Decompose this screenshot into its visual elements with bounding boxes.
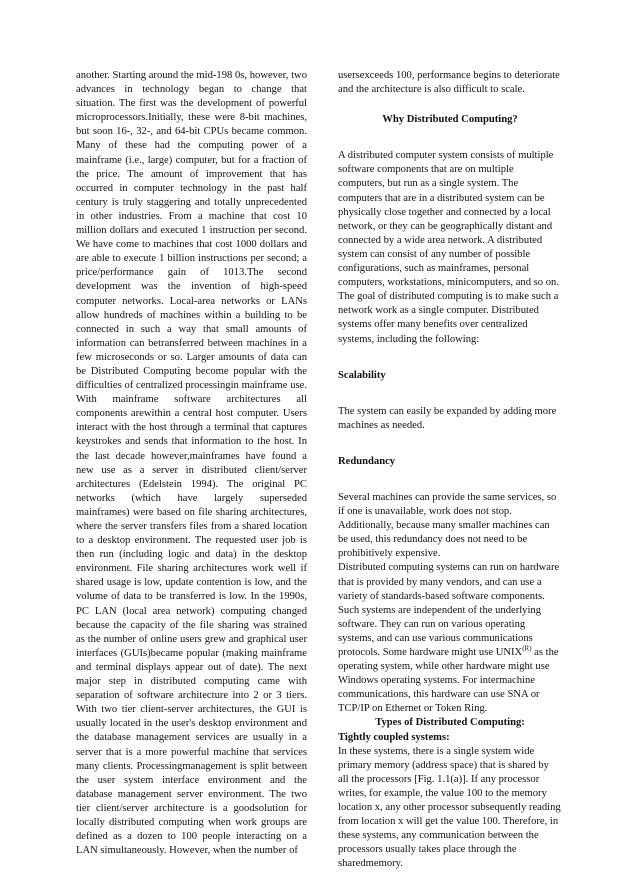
section-heading-scalability: Scalability xyxy=(338,369,386,381)
section-heading-types: Types of Distributed Computing: xyxy=(375,717,525,729)
body-paragraph: another. Starting around the mid-198 0s, however, two advances in technology began to change that situation. The first was the development of powerful microprocessors.Initially, these were 8-bit machines, but soon 16-, 32-, and 64-bit CPUs became common. Many of these had the computing power of a mainframe (i.e., large) computer, but for a fraction of the price. The amount of improvement that has occurred in computer technology in the past half century is truly staggering and totally unprecedented in other industries. From a machine that cost 10 million dollars and executed 1 instruction per second. We have come to machines that cost 1000 dollars and are able to execute 1 billion instructions per second; a price/performance gain of 1013.The second development was the invention of high-speed computer networks. Local-area networks or LANs allow hundreds of machines within a building to be connected in such a way that small amounts of information can betransferred between machines in a few microseconds or so. Larger amounts of data can be Distributed Computing become popular with the difficulties of centralized processingin mainframe use. With mainframe software architectures all components arewithin a central host computer. Users interact with the host through a terminal that captures keystrokes and sends that information to the host. In the last decade however,mainframes have found a new use as a server in distributed client/server architectures (Edelstein 1994). The original PC networks (which have largely superseded mainframes) were based on file sharing architectures, where the server transfers files from a shared location to a desktop environment. The requested user job is then run (including logic and data) in the desktop environment. File sharing architectures work well if shared usage is low, update contention is low, and the volume of data to be transferred is low. In the 1990s, PC LAN (local area network) computing changed because the capacity of the file sharing was strained as the number of online users grew and graphical user interfaces (GUIs)became popular (making mainframe and terminal displays appear out of date). The next major step in distributed computing came with separation of software architecture into 2 or 3 tiers. With two tier client-server architectures, the GUI is usually located in the user's desktop environment and the database management services are usually in a server that is a more powerful machine that services many clients. Processingmanagement is split between the user system interface environment and the database management server environment. The two tier client/server architecture is a goodsolution for locally distributed computing when work groups are defined as a dozen to 100 people interacting on a LAN simultaneously. However, when the number of xyxy=(76,70,307,857)
subheading-tightly-coupled: Tightly coupled systems: xyxy=(338,731,450,743)
right-column xyxy=(338,69,562,872)
tightly-coupled-paragraph: In these systems, there is a single system wide primary memory (address space) that is shared by all the processors [Fig. 1.1(a)]. If any processor writes, for example, the value 100 to the memory location x, any other processor subsequently reading from location x will get the value 100. Therefore, in these systems, any communication between the processors usually takes place through the sharedmemory. xyxy=(338,745,561,870)
hardware-text-after: as the operating system, while other hardware might use Windows operating systems. For intermachine communications, this hardware can use SNA or TCP/IP on Ethernet or Token Ring. xyxy=(338,647,559,715)
registered-superscript: (R) xyxy=(522,644,532,653)
why-distributed-paragraph: A distributed computer system consists of multiple software components that are on multiple computers, but run as a single system. The computers that are in a distributed system can be physically close together and connected by a local network, or they can be geographically distant and connected by a wide area network. A distributed system can consist of any number of possible configurations, such as mainframes, personal computers, workstations, minicomputers, and so on. The goal of distributed computing is to make such a network work as a single computer. Distributed systems offer many benefits over centralized systems, including the following: xyxy=(338,150,559,345)
continuation-paragraph: usersexceeds 100, performance begins to deteriorate and the architecture is also difficult to scale. xyxy=(338,70,560,96)
hardware-paragraph xyxy=(338,561,562,716)
hardware-text-before: Distributed computing systems can run on hardware that is provided by many vendors, and can use a variety of standards-based software components. Such systems are independent of the underlying software. They can run on various operating systems, and can use various communications protocols. Some hardware might use UNIX xyxy=(338,562,560,658)
section-heading-redundancy: Redundancy xyxy=(338,455,396,467)
redundancy-paragraph: Several machines can provide the same services, so if one is unavailable, work does not stop. Additionally, because many smaller machines can be used, this redundancy does not need to be prohibitively expensive. xyxy=(338,491,557,560)
left-column xyxy=(76,69,307,858)
section-heading-why-distributed: Why Distributed Computing? xyxy=(382,114,518,126)
scalability-paragraph: The system can easily be expanded by adding more machines as needed. xyxy=(338,405,557,431)
